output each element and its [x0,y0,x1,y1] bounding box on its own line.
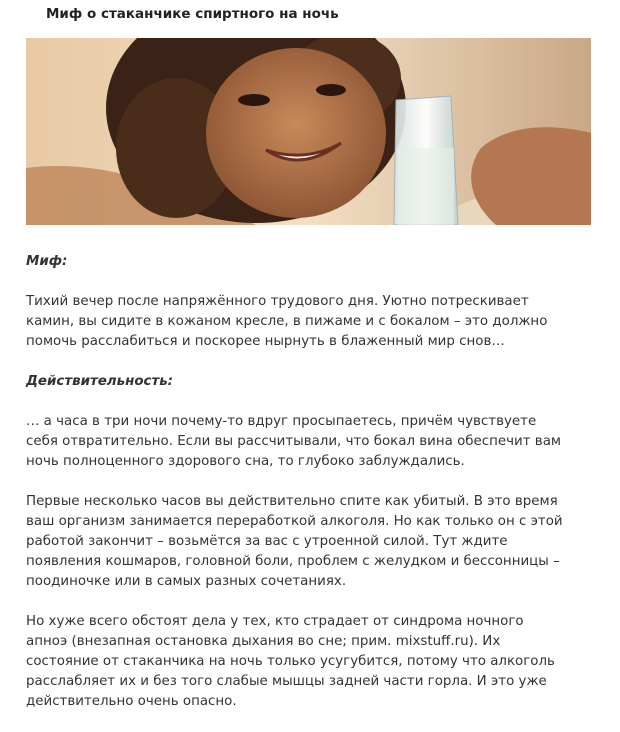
article-photo [26,38,591,225]
myth-paragraph: Тихий вечер после напряжённого трудового дня. Уютно потрескивает камин, вы сидите в кожаном кресле, в пижаме и с бокалом – это должно помочь расслабиться и поскорее нырнуть в блаженный мир снов… [26,294,548,349]
reality-heading: Действительность: [26,374,174,389]
myth-heading: Миф: [26,254,68,269]
reality-paragraph-3: Но хуже всего обстоят дела у тех, кто страдает от синдрома ночного апноэ (внезапная остановка дыхания во сне; прим. mixstuff.ru). Их состояние от стаканчика на ночь только усугубится, потому что алкоголь расслабляет их и без того слабые мышцы задней части горла. И это уже действительно очень опасно. [26,614,555,709]
article-title: Миф о стаканчике спиртного на ночь [46,6,339,22]
reality-paragraph-1: … а часа в три ночи почему-то вдруг просыпаетесь, причём чувствуете себя отвратительно. Если вы рассчитывали, что бокал вина обеспечит вам ночь полноценного здорового сна, то глубоко заблуждались. [26,414,562,469]
article-body [26,252,596,732]
reality-paragraph-2: Первые несколько часов вы действительно спите как убитый. В это время ваш организм занимается переработкой алкоголя. Но как только он с этой работой закончит – возьмётся за вас с утроенной силой. Тут ждите появления кошмаров, головной боли, проблем с желудком и бессонницы – поодиночке или в самых разных сочетаниях. [26,494,563,589]
